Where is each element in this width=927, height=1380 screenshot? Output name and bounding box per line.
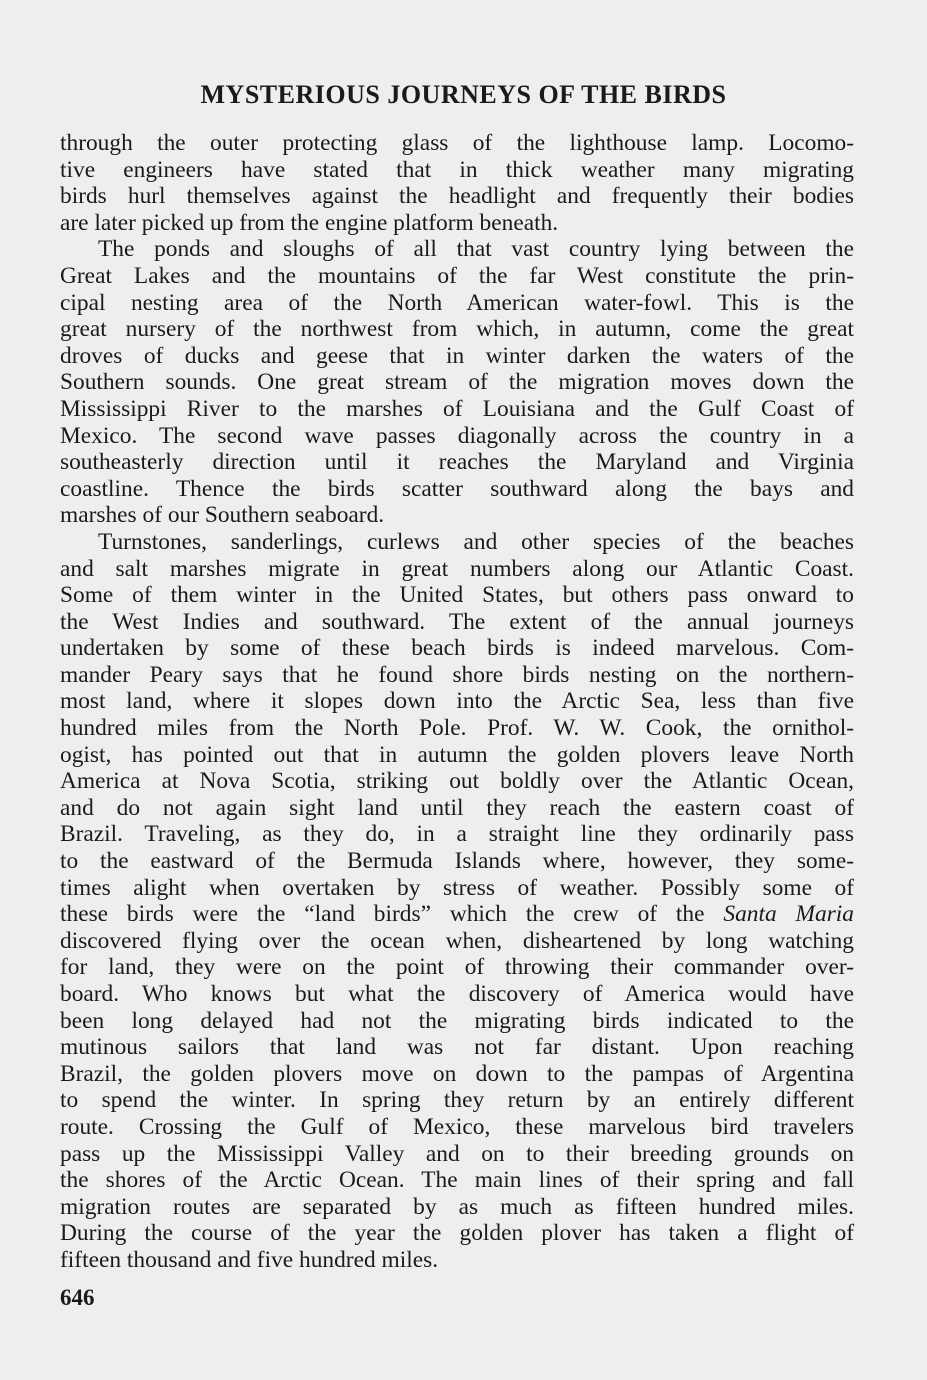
text-line: are later picked up from the engine platform beneath. [60,209,559,236]
text-line: droves of ducks and geese that in winter darken the waters of the [60,342,854,369]
running-title: MYSTERIOUS JOURNEYS OF THE BIRDS [200,80,727,109]
text-line: ogist, has pointed out that in autumn the golden plovers leave North [60,741,854,768]
text-line: undertaken by some of these beach birds is indeed marvelous. Com- [60,635,854,662]
text-line: route. Crossing the Gulf of Mexico, these marvelous bird travelers [60,1113,854,1140]
text-line: tive engineers have stated that in thick weather many migrating [60,156,854,183]
text-line: great nursery of the northwest from which, in autumn, come the great [60,316,854,343]
text-line: Brazil. Traveling, as they do, in a straight line they ordinarily pass [60,821,854,848]
text-line-with-ship-name [60,901,854,928]
text-line: Brazil, the golden plovers move on down to the pampas of Argentina [60,1060,854,1087]
text-line: mutinous sailors that land was not far distant. Upon reaching [60,1034,854,1061]
body-text [60,130,854,1274]
text-line: and do not again sight land until they reach the eastern coast of [60,794,854,821]
text-line: to spend the winter. In spring they return by an entirely different [60,1087,854,1114]
text-line: Southern sounds. One great stream of the migration moves down the [60,369,854,396]
text-line: the West Indies and southward. The extent of the annual journeys [60,608,854,635]
ship-name: Santa Maria [723,901,854,928]
text-line: for land, they were on the point of throwing their commander over- [60,954,854,981]
text-line: hundred miles from the North Pole. Prof. W. W. Cook, the ornithol- [60,715,854,742]
text-line: through the outer protecting glass of the lighthouse lamp. Locomo- [60,130,854,156]
text-line: Some of them winter in the United States, but others pass onward to [60,582,854,609]
text-line: Turnstones, sanderlings, curlews and other species of the beaches [98,528,854,555]
text-line: Mississippi River to the marshes of Louisiana and the Gulf Coast of [60,395,854,422]
text-line: Great Lakes and the mountains of the far West constitute the prin- [60,262,854,289]
text-line: The ponds and sloughs of all that vast country lying between the [98,236,854,263]
text-line: been long delayed had not the migrating birds indicated to the [60,1007,854,1034]
text-line: America at Nova Scotia, striking out boldly over the Atlantic Ocean, [60,768,854,795]
text-line: board. Who knows but what the discovery of America would have [60,981,854,1007]
text-line: coastline. Thence the birds scatter southward along the bays and [60,475,854,502]
text-line: most land, where it slopes down into the Arctic Sea, less than five [60,688,854,715]
page-number: 646 [60,1285,95,1310]
text-line: the shores of the Arctic Ocean. The main lines of their spring and fall [60,1167,854,1194]
text-line: southeasterly direction until it reaches the Maryland and Virginia [60,449,854,476]
text-line-start: these birds were the “land birds” which the crew of the [60,901,705,928]
text-line: discovered flying over the ocean when, disheartened by long watching [60,927,854,954]
text-line: pass up the Mississippi Valley and on to their breeding grounds on [60,1140,854,1167]
text-line: birds hurl themselves against the headlight and frequently their bodies [60,183,854,210]
text-line: migration routes are separated by as much as fifteen hundred miles. [60,1193,854,1220]
text-line: fifteen thousand and five hundred miles. [60,1246,439,1273]
text-line: Mexico. The second wave passes diagonally across the country in a [60,422,854,449]
text-line: cipal nesting area of the North American water-fowl. This is the [60,289,854,316]
text-line: and salt marshes migrate in great numbers along our Atlantic Coast. [60,555,854,582]
text-line: During the course of the year the golden plover has taken a flight of [60,1220,854,1247]
text-line: to the eastward of the Bermuda Islands where, however, they some- [60,848,854,875]
text-line: marshes of our Southern seaboard. [60,502,385,529]
text-line: mander Peary says that he found shore birds nesting on the northern- [60,661,854,688]
text-line: times alight when overtaken by stress of weather. Possibly some of [60,874,854,901]
